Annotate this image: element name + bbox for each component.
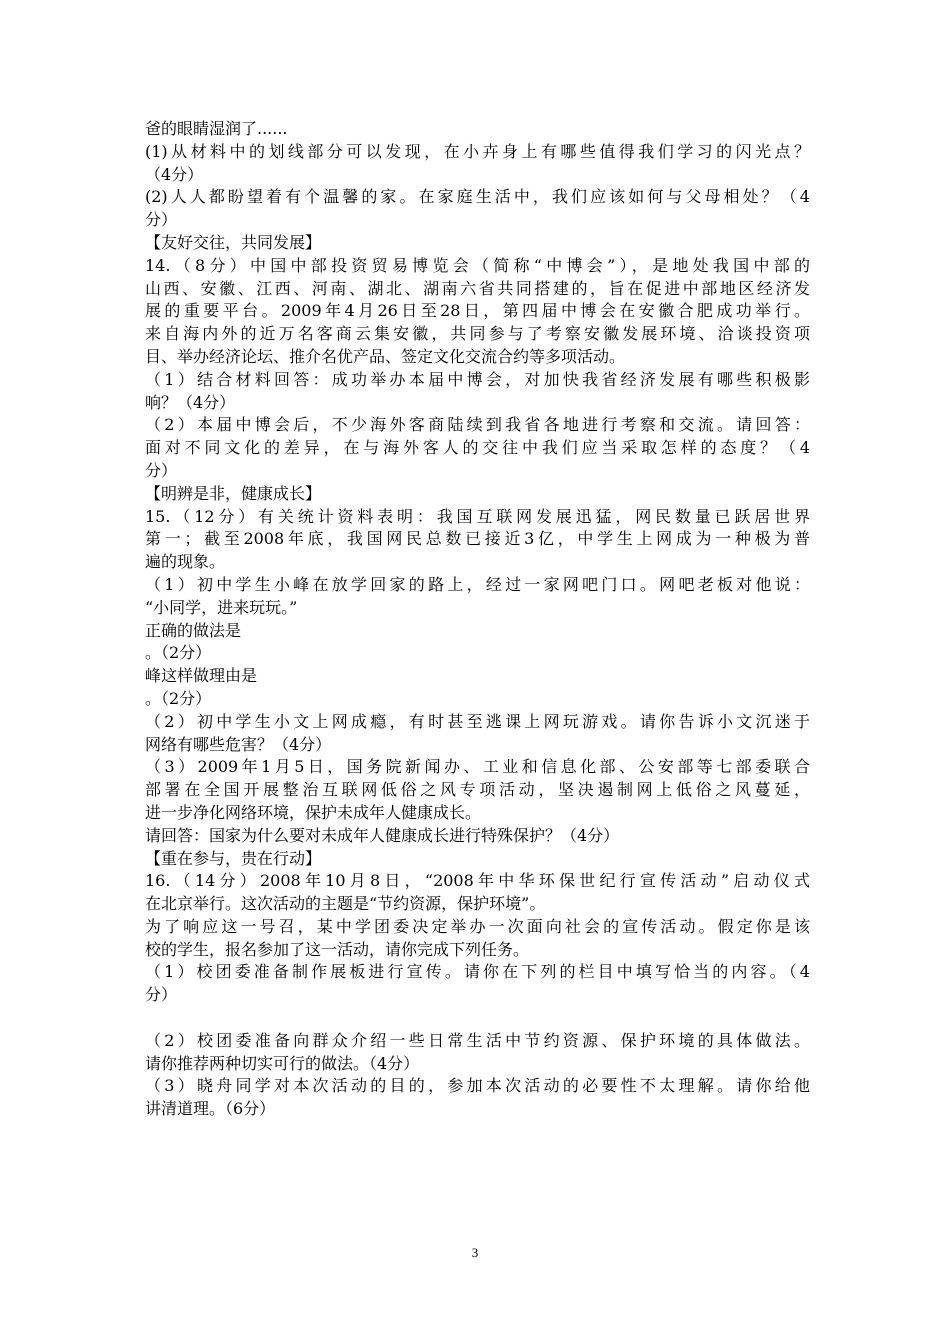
text-line: 来自海内外的近万名客商云集安徽，共同参与了考察安徽发展环境、洽谈投资项 [145, 324, 810, 344]
text-line: 分） [145, 985, 178, 1005]
text-line: 响？（4分） [145, 392, 236, 412]
text-line: 请回答：国家为什么要对未成年人健康成长进行特殊保护？（4分） [145, 825, 620, 845]
text-line: 进一步净化网络环境，保护未成年人健康成长。 [145, 802, 482, 822]
text-line: （2）本届中博会后，不少海外客商陆续到我省各地进行考察和交流。请回答： [145, 415, 810, 435]
text-line: （4分） [145, 164, 204, 184]
text-line: （3）2009年1月5日，国务院新闻办、工业和信息化部、公安部等七部委联合 [145, 757, 810, 777]
text-line: 峰这样做理由是 [145, 666, 258, 686]
text-line: (2)人人都盼望着有个温馨的家。在家庭生活中，我们应该如何与父母相处？（4 [145, 187, 810, 207]
text-line: 。（2分） [145, 643, 212, 663]
text-line: “小同学，进来玩玩。” [145, 597, 298, 617]
text-line: 15.（12分）有关统计资料表明：我国互联网发展迅猛，网民数量已跃居世界 [145, 506, 810, 526]
text-line: （1）校团委准备制作展板进行宣传。请你在下列的栏目中填写恰当的内容。（4 [145, 962, 810, 982]
text-line: 16.（14分）2008年10月8日，“2008年中华环保世纪行宣传活动”启动仪式 [145, 871, 810, 891]
text-line: 山西、安徽、江西、河南、湖北、湖南六省共同搭建的，旨在促进中部地区经济发 [145, 278, 810, 298]
text-line: 【重在参与，贵在行动】 [145, 848, 322, 868]
text-line: （3）晓舟同学对本次活动的目的，参加本次活动的必要性不太理解。请你给他 [145, 1076, 810, 1096]
text-line: 正确的做法是 [145, 620, 242, 640]
text-line: 为了响应这一号召，某中学团委决定举办一次面向社会的宣传活动。假定你是该 [145, 916, 810, 936]
text-line: 14.（8分）中国中部投资贸易博览会（简称“中博会”），是地处我国中部的 [145, 255, 810, 275]
text-line: （2）校团委准备向群众介绍一些日常生活中节约资源、保护环境的具体做法。 [145, 1030, 810, 1050]
text-line: 分） [145, 460, 178, 480]
text-line: （2）初中学生小文上网成瘾，有时甚至逃课上网玩游戏。请你告诉小文沉迷于 [145, 711, 810, 731]
text-line: 爸的眼睛湿润了...... [145, 119, 288, 138]
text-line: 请你推荐两种切实可行的做法。（4分） [145, 1053, 420, 1073]
blank-line [145, 1007, 810, 1030]
text-line: 。（2分） [145, 688, 212, 708]
document-body [145, 118, 810, 1121]
text-line: 目、举办经济论坛、推介名优产品、签定文化交流合约等多项活动。 [145, 346, 626, 366]
text-line: 【友好交往，共同发展】 [145, 232, 322, 252]
text-line: 分） [145, 210, 178, 230]
text-line: 讲清道理。（6分） [145, 1099, 276, 1119]
text-line: 展的重要平台。2009年4月26日至28日，第四届中博会在安徽合肥成功举行。 [145, 301, 810, 321]
page-number: 3 [471, 1245, 479, 1260]
text-line: （1）初中学生小峰在放学回家的路上，经过一家网吧门口。网吧老板对他说： [145, 574, 810, 594]
text-line: 面对不同文化的差异，在与海外客人的交往中我们应当采取怎样的态度？（4 [145, 438, 810, 458]
text-line: 网络有哪些危害？（4分） [145, 734, 332, 754]
text-line: (1)从材料中的划线部分可以发现，在小卉身上有哪些值得我们学习的闪光点？ [145, 141, 810, 161]
text-line: 在北京举行。这次活动的主题是“节约资源，保护环境”。 [145, 894, 546, 914]
text-line: 校的学生，报名参加了这一活动，请你完成下列任务。 [145, 939, 530, 959]
text-line: 遍的现象。 [145, 552, 226, 572]
text-line: 【明辨是非，健康成长】 [145, 483, 322, 503]
text-line: 部署在全国开展整治互联网低俗之风专项活动，坚决遏制网上低俗之风蔓延， [145, 780, 810, 800]
text-line: （1）结合材料回答：成功举办本届中博会，对加快我省经济发展有哪些积极影 [145, 369, 810, 389]
text-line: 第一；截至2008年底，我国网民总数已接近3亿，中学生上网成为一种极为普 [145, 529, 810, 549]
